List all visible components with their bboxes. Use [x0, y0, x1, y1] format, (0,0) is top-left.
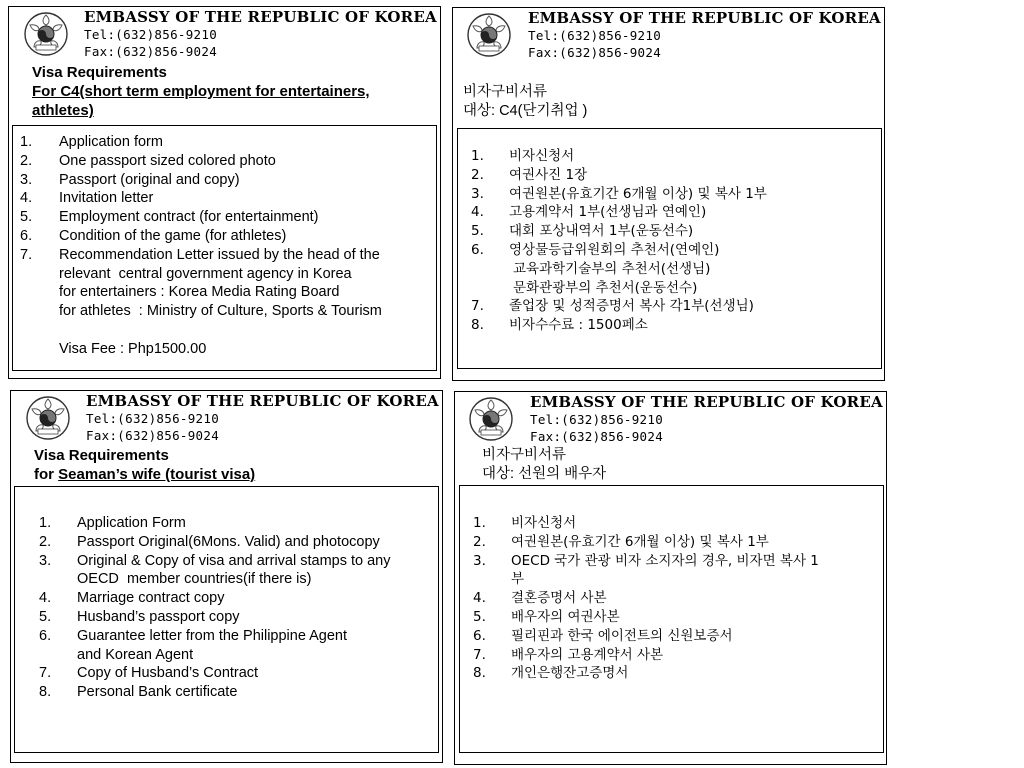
embassy-header — [84, 9, 437, 60]
requirements-list — [471, 147, 767, 335]
list-item: 3. Passport (original and copy) — [20, 171, 240, 188]
embassy-fax: Fax:(632)856-9024 — [84, 44, 218, 59]
panel-seaman-english — [10, 390, 443, 763]
list-item: 3. OECD 국가 관광 비자 소지자의 경우, 비자면 복사 1 부 — [473, 552, 819, 588]
korea-embassy-emblem-icon — [468, 396, 514, 442]
list-item: 2. 여권원본(유효기간 6개월 이상) 및 복사 1부 — [473, 533, 769, 550]
list-item: 6. 필리핀과 한국 에이전트의 신원보증서 — [473, 627, 733, 644]
list-item: 8. 비자수수료 : 1500페소 — [471, 317, 648, 334]
list-item: 6. Condition of the game (for athletes) — [20, 227, 287, 244]
embassy-tel: Tel:(632)856-9210 — [84, 27, 218, 42]
embassy-tel: Tel:(632)856-9210 — [86, 411, 220, 426]
panel-c4-english — [8, 6, 441, 379]
embassy-name: EMBASSY OF THE REPUBLIC OF KOREA — [84, 8, 437, 26]
korea-embassy-emblem-icon — [25, 395, 71, 441]
list-item: 2. Passport Original(6Mons. Valid) and photocopy — [39, 533, 380, 550]
list-item: 1. 비자신청서 — [473, 515, 577, 531]
list-item: 3. Original & Copy of visa and arrival stamps to any OECD member countries(if there is) — [39, 552, 391, 588]
visa-fee: Visa Fee : Php1500.00 — [59, 340, 207, 357]
list-item: 8. 개인은행잔고증명서 — [473, 665, 629, 682]
korea-embassy-emblem-icon — [23, 11, 69, 57]
list-item: 2. 여권사진 1장 — [471, 166, 588, 183]
list-item: 5. Husband’s passport copy — [39, 608, 240, 625]
requirements-list — [473, 514, 875, 683]
list-item: 1. 비자신청서 — [471, 148, 575, 164]
embassy-fax: Fax:(632)856-9024 — [86, 428, 220, 443]
list-item: 6. Guarantee letter from the Philippine Agent and Korean Agent — [39, 627, 348, 663]
list-item: 1. Application form — [20, 134, 163, 150]
list-item: 8. Personal Bank certificate — [39, 684, 238, 701]
embassy-header — [528, 10, 881, 61]
list-item: 4. Marriage contract copy — [39, 590, 225, 607]
panel-c4-korean — [452, 7, 885, 381]
list-item: 5. 배우자의 여권사본 — [473, 608, 620, 625]
list-item: 7. 졸업장 및 성적증명서 복사 각1부(선생님) — [471, 298, 754, 315]
embassy-name: EMBASSY OF THE REPUBLIC OF KOREA — [528, 9, 881, 27]
korea-embassy-emblem-icon — [466, 12, 512, 58]
list-item: 4. Invitation letter — [20, 190, 154, 207]
embassy-tel: Tel:(632)856-9210 — [528, 28, 662, 43]
embassy-name: EMBASSY OF THE REPUBLIC OF KOREA — [86, 392, 439, 410]
embassy-name: EMBASSY OF THE REPUBLIC OF KOREA — [530, 393, 883, 411]
embassy-fax: Fax:(632)856-9024 — [530, 429, 664, 444]
panel-seaman-korean — [454, 391, 887, 765]
visa-title: 비자구비서류 대상: C4(단기취업 ) — [463, 84, 588, 119]
list-item: 7. Copy of Husband’s Contract — [39, 665, 259, 682]
list-item: 4. 고용계약서 1부(선생님과 연예인) — [471, 204, 707, 221]
requirements-box — [459, 485, 884, 753]
list-item: 3. 여권원본(유효기간 6개월 이상) 및 복사 1부 — [471, 185, 767, 202]
embassy-fax: Fax:(632)856-9024 — [528, 45, 662, 60]
list-item: 1. Application Form — [39, 515, 186, 531]
requirements-box — [14, 486, 439, 753]
requirements-box — [457, 128, 882, 369]
list-item: 2. One passport sized colored photo — [20, 152, 276, 169]
visa-title: Visa Requirements for Seaman’s wife (tourist visa) — [34, 447, 256, 483]
embassy-header — [86, 393, 439, 444]
requirements-list — [39, 514, 391, 702]
list-item: 4. 결혼증명서 사본 — [473, 590, 607, 607]
requirements-box — [12, 125, 437, 371]
list-item: 7. Recommendation Letter issued by the head of the relevant central government agency in Korea for entertainers : Korea Media Rating Board for athletes : Ministry of Culture, Sports & Tourism Visa Fee : Php1500.00 — [20, 246, 382, 357]
embassy-tel: Tel:(632)856-9210 — [530, 412, 664, 427]
list-item: 7. 배우자의 고용계약서 사본 — [473, 646, 664, 663]
visa-title: 비자구비서류 대상: 선원의 배우자 — [482, 447, 607, 482]
list-item: 5. 대회 포상내역서 1부(운동선수) — [471, 223, 694, 240]
visa-title: Visa Requirements For C4(short term employment for entertainers, athletes) — [32, 64, 370, 119]
list-item: 6. 영상물등급위원회의 추천서(연예인) 교육과학기술부의 추천서(선생님) 문화관광부의 추천서(운동선수) — [471, 241, 720, 296]
list-item: 5. Employment contract (for entertainment) — [20, 209, 319, 226]
requirements-list — [20, 133, 382, 359]
embassy-header — [530, 394, 883, 445]
